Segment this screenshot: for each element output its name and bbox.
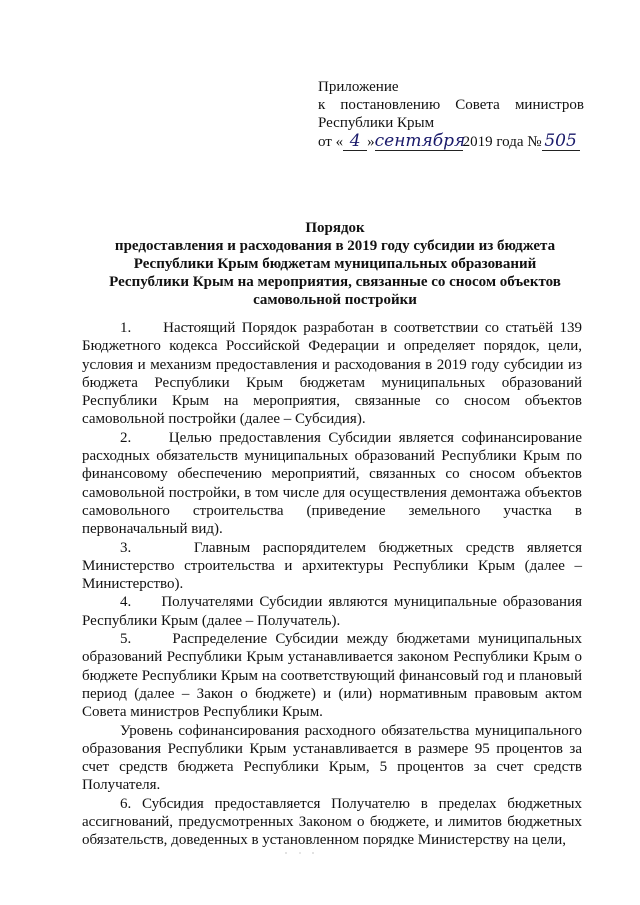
appendix-date-line [318, 132, 584, 151]
scan-speck-decoration [280, 850, 320, 856]
appendix-block [318, 78, 584, 151]
paragraph-5-cofinancing: Уровень софинансирования расходного обязательства муниципального образования Республики Крым устанавливается в размере 95 процентов за счет средств бюджета Республики Крым, 5 процентов за счет средств Получателя. [82, 722, 582, 794]
date-suffix: 2019 года № [462, 134, 542, 150]
paragraph-4: 4. Получателями Субсидии являются муниципальные образования Республики Крым (далее – Получатель). [82, 594, 582, 629]
title-line-3: Республики Крым бюджетам муниципальных образований [133, 256, 537, 272]
date-day-handwritten: 4 [343, 132, 367, 151]
title-line-4: Республики Крым на мероприятия, связанные со сносом объектов [109, 274, 561, 290]
paragraph-6: 6. Субсидия предоставляется Получателю в пределах бюджетных ассигнований, предусмотренных Законом о бюджете, и лимитов бюджетных обязательств, доведенных в установленном порядке Министерству на цели, [82, 795, 582, 849]
paragraph-1: 1. Настоящий Порядок разработан в соответствии со статьёй 139 Бюджетного кодекса Российской Федерации и определяет порядок, цели, условия и механизм предоставления и расходования в 2019 году субсидии из бюджета Республики Крым бюджетам муниципальных образований Республики Крым на мероприятия, связанные со сносом объектов самовольной постройки (далее – Субсидия). [82, 320, 582, 428]
document-title [80, 219, 590, 309]
document-body [82, 319, 582, 850]
paragraph-2: 2. Целью предоставления Субсидии является софинансирование расходных обязательств муниципальных образований Республики Крым по финансовому обеспечению мероприятий, связанных со сносом объектов самовольной постройки, в том числе для осуществления демонтажа объектов самовольного строительства (приведение земельного участка в первоначальный вид). [82, 429, 582, 538]
paragraph-3: 3. Главным распорядителем бюджетных средств является Министерство строительства и архитектуры Республики Крым (далее – Министерство). [82, 539, 582, 593]
date-month-handwritten: сентября [374, 131, 466, 151]
title-line-1: Порядок [305, 220, 365, 236]
title-line-2: предоставления и расходования в 2019 году субсидии из бюджета [114, 238, 556, 254]
title-line-5: самовольной постройки [253, 292, 417, 308]
appendix-line-1: к постановлению Совета министров [318, 97, 584, 113]
paragraph-5: 5. Распределение Субсидии между бюджетами муниципальных образований Республики Крым устанавливается законом Республики Крым о бюджете Республики Крым на соответствующий финансовый год и плановый период (далее – Закон о бюджете) и (или) нормативным правовым актом Совета министров Республики Крым. [82, 631, 582, 721]
date-mid: » [367, 134, 375, 150]
appendix-line-2: Республики Крым [318, 115, 435, 131]
appendix-title: Приложение [318, 79, 399, 95]
doc-number-handwritten: 505 [542, 132, 580, 151]
date-prefix: от « [318, 134, 344, 150]
